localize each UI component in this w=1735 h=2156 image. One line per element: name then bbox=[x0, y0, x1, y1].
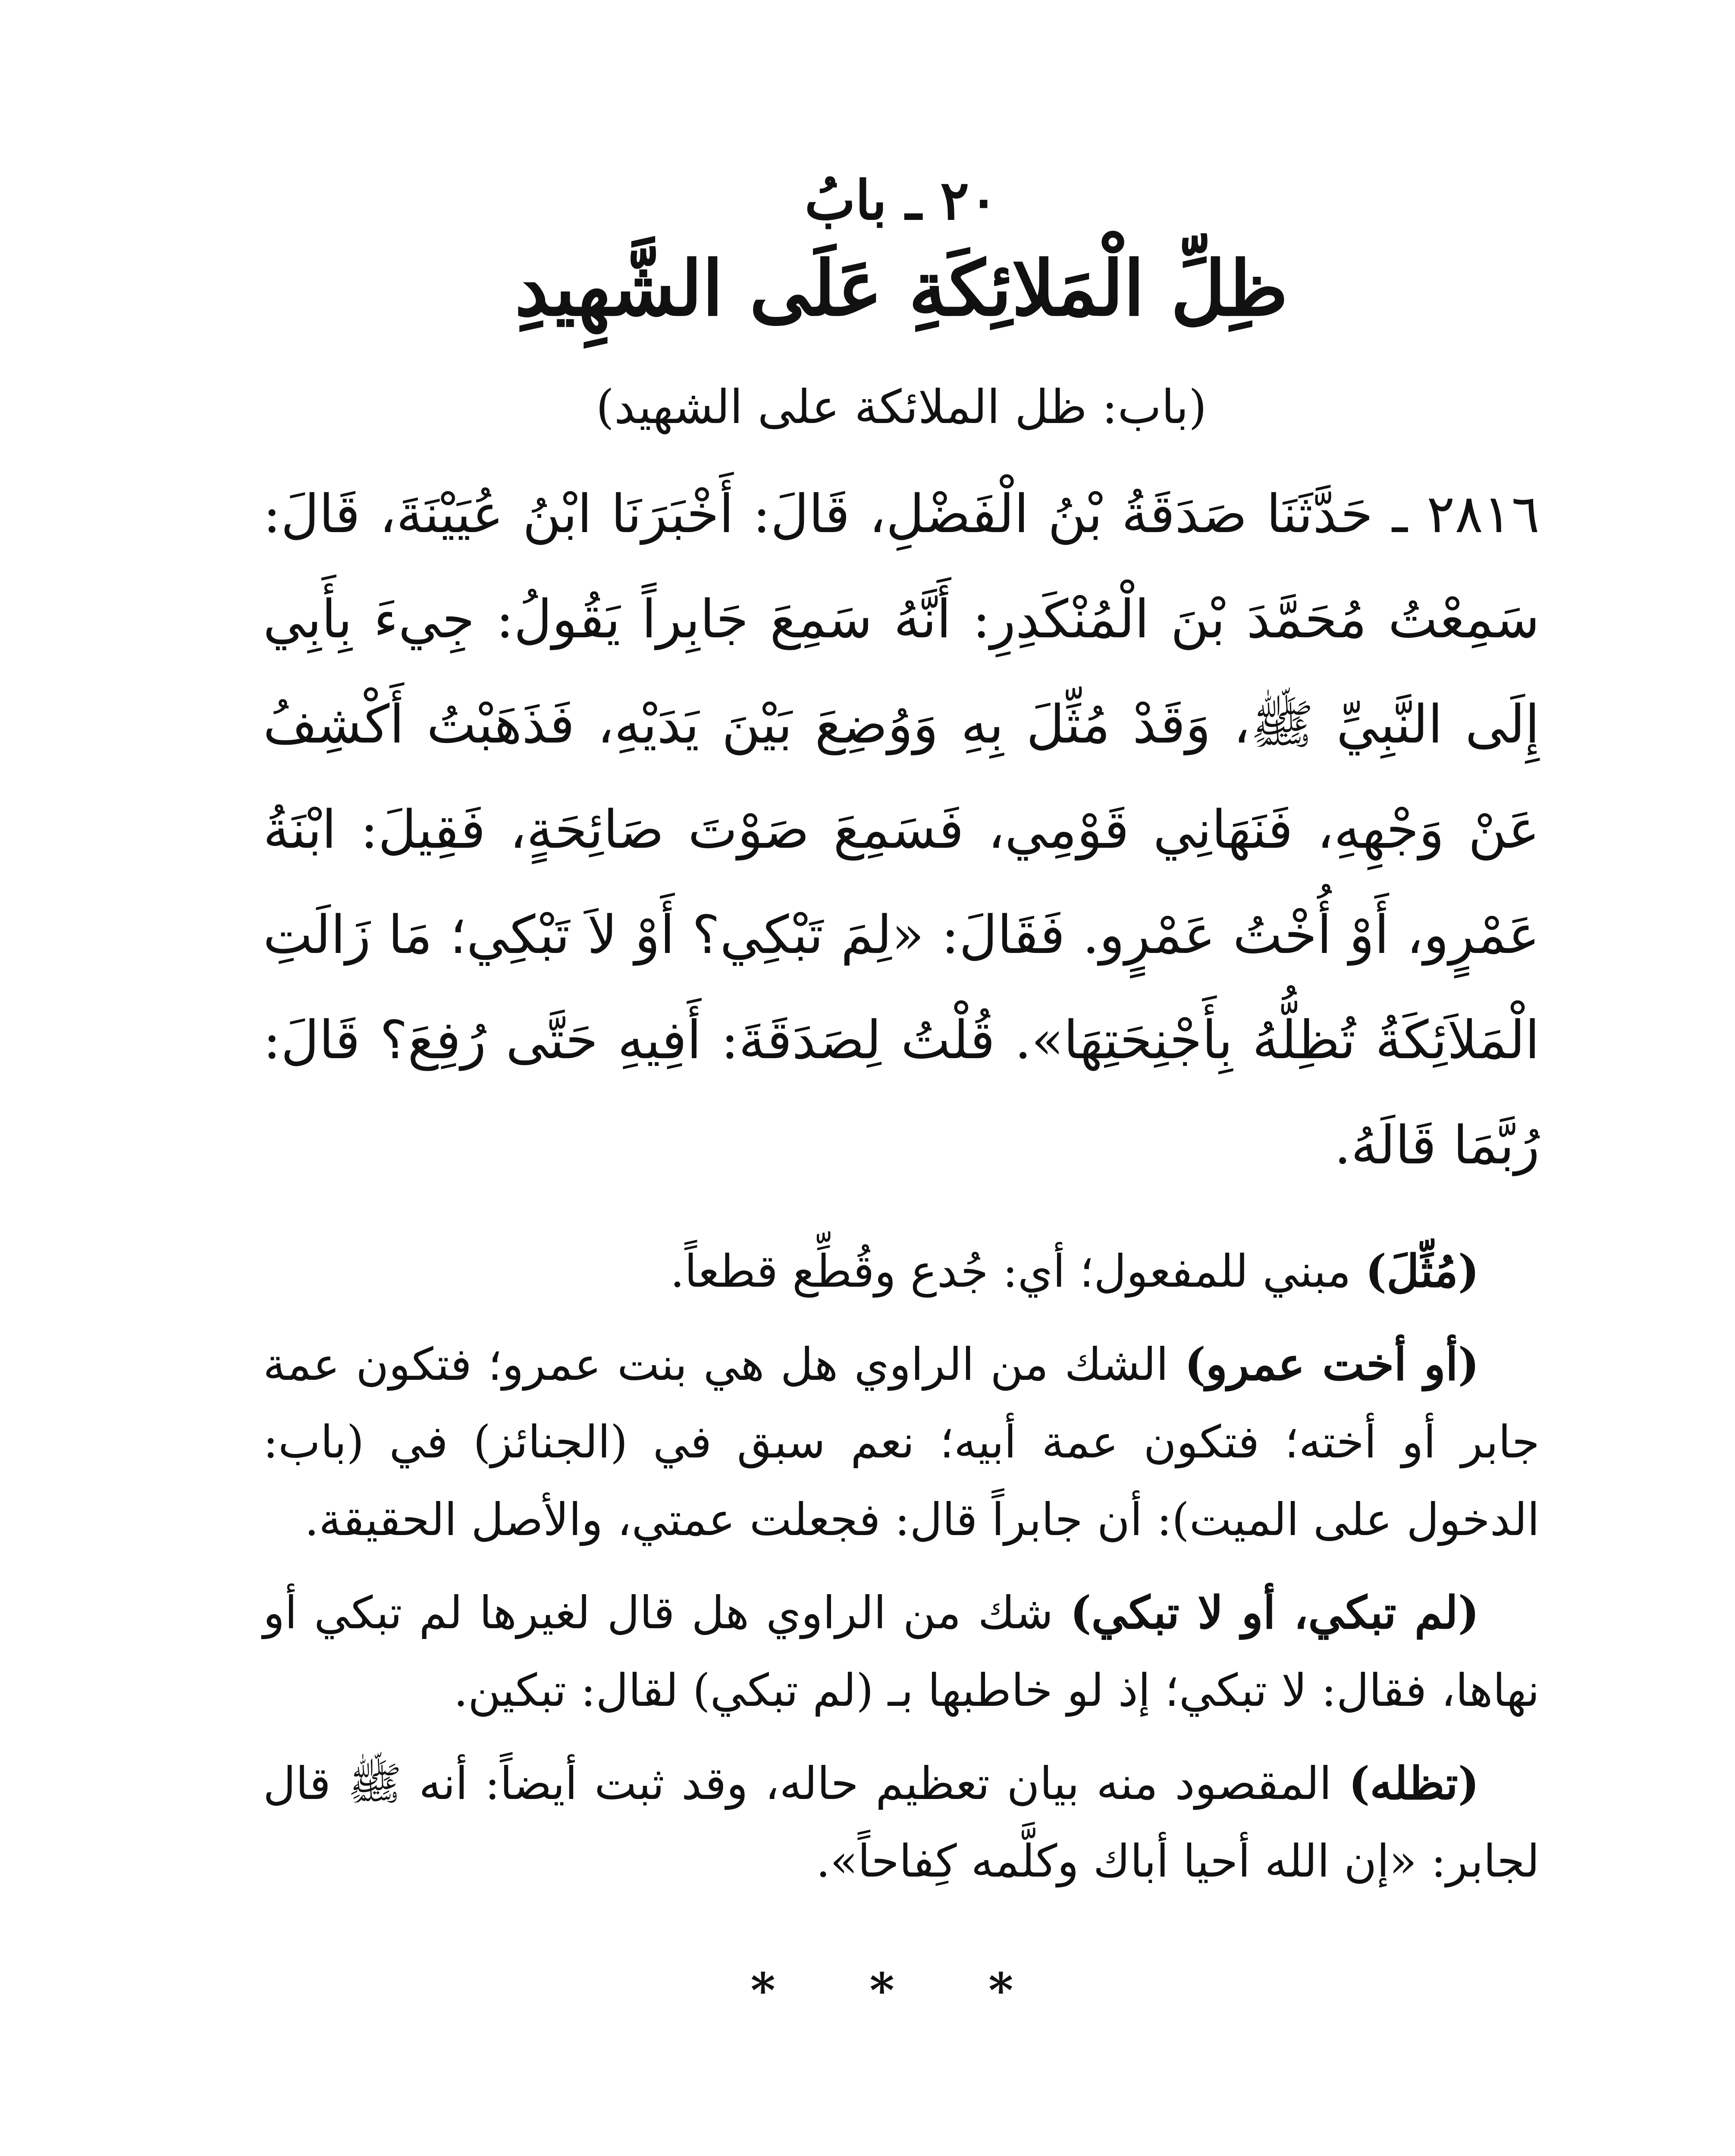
section-heading: (باب: ظل الملائكة على الشهيد) bbox=[596, 380, 1207, 434]
commentary-term: (تظله) bbox=[1349, 1757, 1479, 1810]
commentary-text: مبني للمفعول؛ أي: جُدع وقُطِّع قطعاً. bbox=[670, 1245, 1365, 1297]
page-body bbox=[263, 164, 1540, 2025]
commentary-paragraph bbox=[263, 1326, 1540, 1558]
commentary-term: (أو أخت عمرو) bbox=[1184, 1338, 1479, 1391]
commentary-text: الشك من الراوي هل هي بنت عمرو؛ فتكون عمة جابر أو أخته؛ فتكون عمة أبيه؛ نعم سبق في (الجنائز) في (باب: الدخول على الميت): أن جابراً قال: فجعلت عمتي، والأصل الحقيقة. bbox=[263, 1338, 1540, 1546]
commentary-paragraph bbox=[263, 1745, 1540, 1900]
commentary-term: (مُثِّلَ) bbox=[1365, 1244, 1479, 1297]
commentary-text: شك من الراوي هل قال لغيرها لم تبكي أو نهاها، فقال: لا تبكي؛ إذ لو خاطبها بـ (لم تبكي) لقال: تبكين. bbox=[263, 1586, 1540, 1717]
commentary-text: المقصود منه بيان تعظيم حاله، وقد ثبت أيضاً: أنه ﷺ قال لجابر: «إن الله أحيا أباك وكلَّمه كِفاحاً». bbox=[263, 1757, 1540, 1887]
commentary-term: (لم تبكي، أو لا تبكي) bbox=[1070, 1586, 1480, 1639]
commentary-paragraph bbox=[263, 1574, 1540, 1729]
chapter-title: ظِلِّ الْمَلائِكَةِ عَلَى الشَّهِيدِ bbox=[515, 244, 1288, 333]
chapter-number: ٢٠ ـ بابُ bbox=[804, 169, 998, 232]
section-separator: * * * bbox=[750, 1962, 1052, 2018]
commentary-paragraph bbox=[263, 1232, 1540, 1310]
hadith-text: ٢٨١٦ ـ حَدَّثَنَا صَدَقَةُ بْنُ الْفَضْلِ، قَالَ: أَخْبَرَنَا ابْنُ عُيَيْنَةَ، قَالَ: سَمِعْتُ مُحَمَّدَ بْنَ الْمُنْكَدِرِ: أَنَّهُ سَمِعَ جَابِراً يَقُولُ: جِيءَ بِأَبِي إِلَى النَّبِيِّ ﷺ، وَقَدْ مُثِّلَ بِهِ وَوُضِعَ بَيْنَ يَدَيْهِ، فَذَهَبْتُ أَكْشِفُ عَنْ وَجْهِهِ، فَنَهَانِي قَوْمِي، فَسَمِعَ صَوْتَ صَائِحَةٍ، فَقِيلَ: ابْنَةُ عَمْرٍو، أَوْ أُخْتُ عَمْرٍو. فَقَالَ: «لِمَ تَبْكِي؟ أَوْ لاَ تَبْكِي؛ مَا زَالَتِ الْمَلاَئِكَةُ تُظِلُّهُ بِأَجْنِحَتِهَا». قُلْتُ لِصَدَقَةَ: أَفِيهِ حَتَّى رُفِعَ؟ قَالَ: رُبَّمَا قَالَهُ. bbox=[263, 483, 1540, 1176]
commentary bbox=[263, 1232, 1540, 1900]
